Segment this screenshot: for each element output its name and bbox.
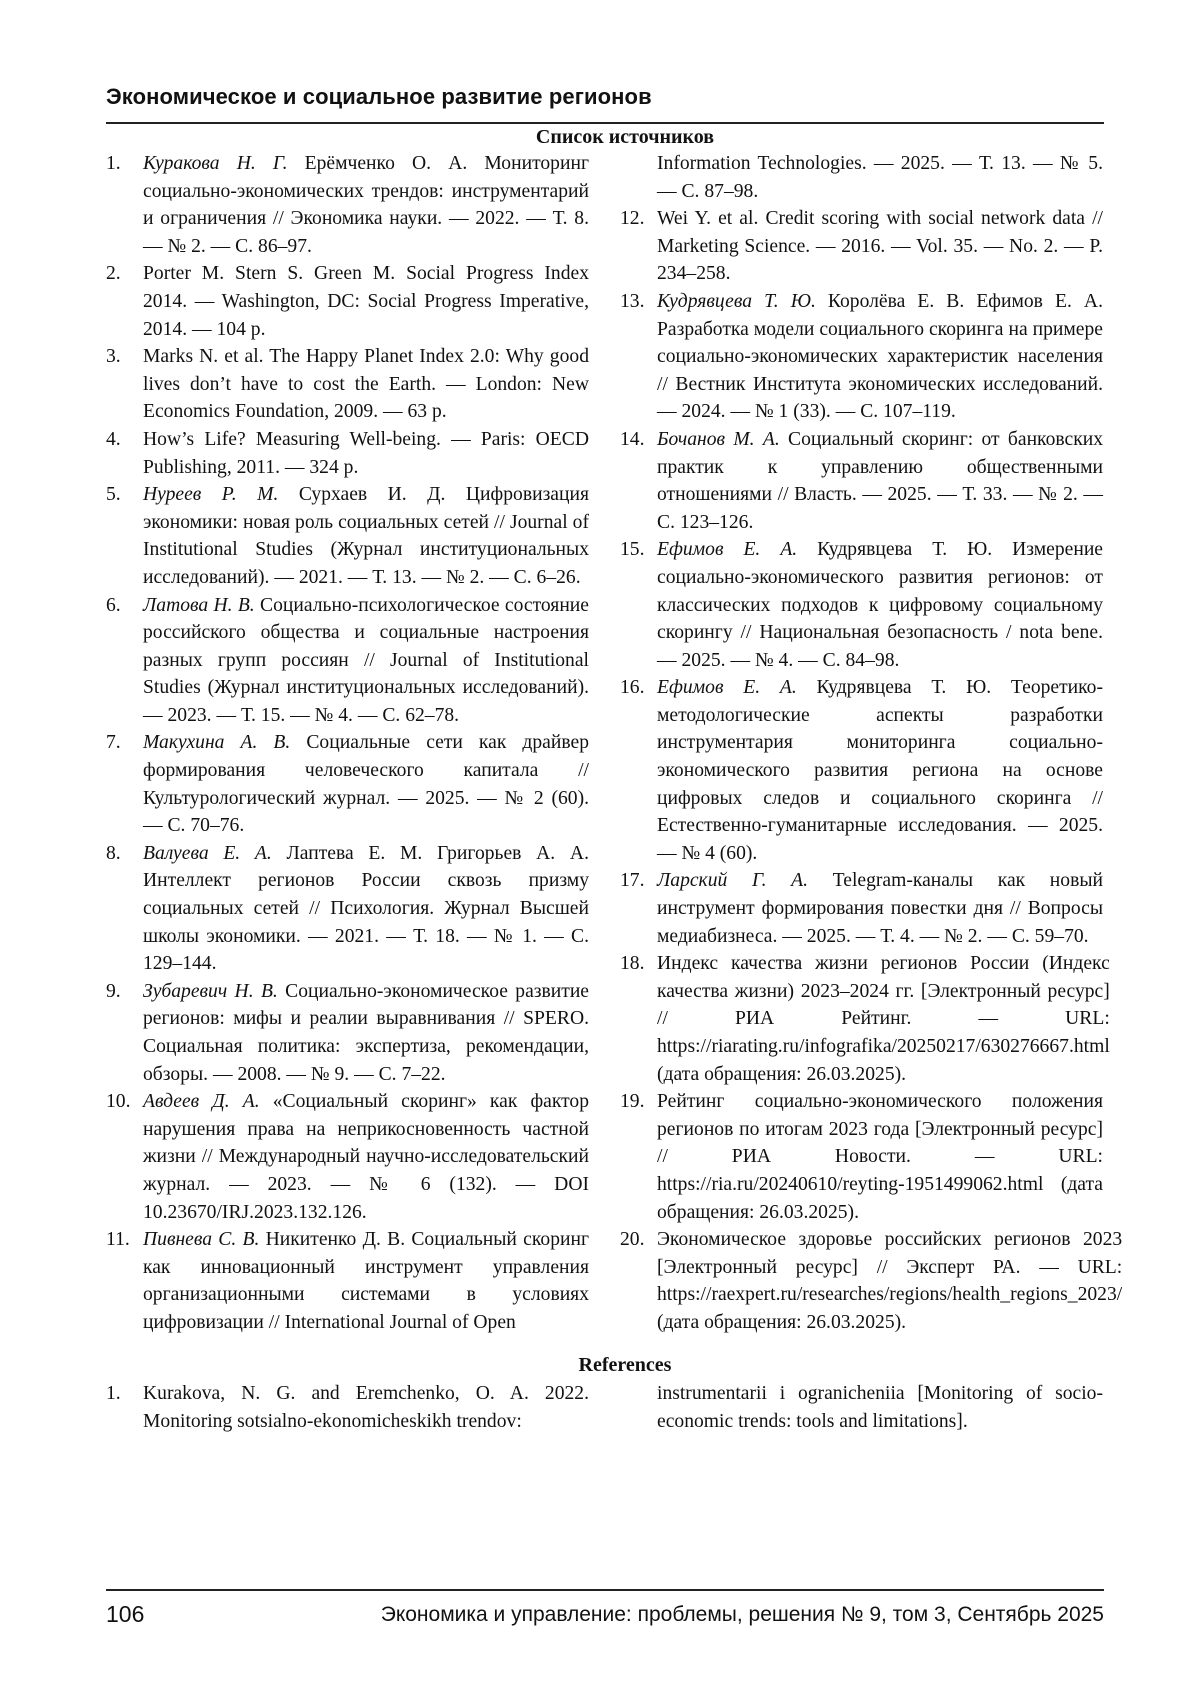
reference-number: 16. [620,677,645,699]
reference-item [620,1226,1123,1336]
reference-author: Куракова Н. Г. [143,153,288,174]
reference-body: Индекс качества жизни регионов России (Индекс качества жизни) 2023–2024 гг. [Электронный ресурс] // РИА Рейтинг. — URL: https://riarating.ru/infografika/20250217/630276667.html (дата обращения: 26.03.2025). [657,953,1110,1085]
reference-body: Сурхаев И. Д. Цифровизация экономики: новая роль социальных сетей // Journal of Institutional Studies (Журнал институциональных исследований). — 2021. — Т. 13. — № 2. — С. 6–26. [143,484,589,588]
page-number: 106 [106,1601,145,1627]
reference-item [620,1088,1103,1226]
reference-number: 2. [106,263,121,285]
reference-text [143,978,589,1088]
journal-title: Экономика и управление: проблемы, решения № 9, том 3, Сентябрь 2025 [380,1603,1104,1626]
reference-item [106,978,589,1088]
reference-item [106,729,589,839]
reference-number: 15. [620,539,645,561]
reference-body: Социальные сети как драйвер формирования человеческого капитала // Культурологический журнал. — 2025. — № 2 (60). — С. 70–76. [143,732,589,837]
reference-body: Marks N. et al. The Happy Planet Index 2.0: Why good lives don’t have to cost the Earth. — London: New Economics Foundation, 2009. — 63 p. [143,346,589,423]
reference-body: Wei Y. et al. Credit scoring with social network data // Marketing Science. — 2016. — Vol. 35. — No. 2. — P. 234–258. [657,208,1103,285]
reference-item [620,536,1103,674]
reference-item [106,840,589,978]
reference-body: Porter M. Stern S. Green M. Social Progress Index 2014. — Washington, DC: Social Progress Imperative, 2014. — 104 p. [143,263,589,340]
reference-continuation [620,150,1103,205]
reference-body: How’s Life? Measuring Well-being. — Paris: OECD Publishing, 2011. — 324 p. [143,428,589,478]
reference-number: 12. [620,208,645,230]
reference-body: Лаптева Е. М. Григорьев А. А. Интеллект регионов России сквозь призму социальных сетей // Психология. Журнал Высшей школы экономики. — 2021. — Т. 18. — № 1. — С. 129–144. [143,842,589,975]
reference-author: Нуреев Р. М. [143,484,279,506]
references-left-column [106,1380,589,1435]
references-heading: References [578,1354,672,1376]
reference-text [657,288,1103,426]
reference-text [657,1226,1122,1336]
reference-body: Королёва Е. В. Ефимов Е. А. Разработка модели социального скоринга на примере социально-экономических характеристик населения // Вестник Института экономических исследований. — 2024. — № 1 (33). — С. 107–119. [657,290,1103,423]
reference-text [143,1088,589,1226]
reference-body: Кудрявцева Т. Ю. Теоретико-методологические аспекты разработки инструментария мониторинга социально-экономического развития региона на основе цифровых следов и социального скоринга // Естественно-гуманитарные исследования. — 2025. — № 4 (60). [657,677,1104,864]
reference-text [143,150,589,260]
reference-item [620,205,1103,288]
sources-heading: Список источников [535,126,715,148]
reference-item [620,674,1103,867]
reference-item [106,343,589,426]
reference-text [657,205,1103,288]
reference-item [106,592,589,730]
reference-number: 20. [620,1229,645,1251]
reference-author: Бочанов М. А. [657,428,780,450]
reference-number: 8. [106,842,121,864]
reference-item [106,481,589,591]
header-rule [106,122,1104,124]
reference-item [620,950,1110,1088]
reference-author: Кудрявцева Т. Ю. [657,290,816,312]
reference-item [106,260,589,343]
reference-text [143,426,589,481]
running-header-title: Экономическое и социальное развитие регионов [106,84,652,109]
reference-body: Ерёмченко О. А. Мониторинг социально-экономических трендов: инструментарий и ограничения // Экономика науки. — 2022. — Т. 8. — № 2. — С. 86–97. [143,153,589,257]
reference-number: 10. [106,1091,131,1113]
reference-text [143,729,589,839]
reference-text [143,592,589,730]
sources-left-column [106,150,589,1337]
reference-number: 1. [106,1383,121,1404]
reference-author: Зубаревич Н. В. [143,980,278,1002]
reference-author: Пивнева С. В. [143,1229,260,1251]
reference-number: 13. [620,290,645,312]
reference-number: 4. [106,428,121,450]
reference-text [143,260,589,343]
reference-item [106,150,589,260]
reference-body: Социально-психологическое состояние российского общества и социальные настроения разных групп россиян // Journal of Institutional Studies (Журнал институциональных исследований). — 2023. — Т. 15. — № 4. — С. 62–78. [143,594,589,726]
reference-item [620,867,1103,950]
reference-number: 19. [620,1091,645,1113]
reference-body: Социальный скоринг: от банковских практик к управлению общественными отношениями // Власть. — 2025. — Т. 33. — № 2. — С. 123–126. [657,428,1104,533]
reference-author: Макухина А. В. [143,732,291,754]
reference-number: 18. [620,953,645,975]
reference-author: Ефимов Е. А. [657,539,798,561]
reference-text [143,481,589,591]
reference-text [657,950,1110,1088]
reference-body: Telegram-каналы как новый инструмент формирования повестки дня // Вопросы медиабизнеса. — 2025. — Т. 4. — № 2. — С. 59–70. [657,870,1103,947]
reference-number: 9. [106,980,121,1002]
reference-text: Kurakova, N. G. and Eremchenko, O. A. 2022. Monitoring sotsialno-ekonomicheskikh trendov: [143,1383,589,1432]
reference-body: Экономическое здоровье российских регионов 2023 [Электронный ресурс] // Эксперт РА. — URL: https://raexpert.ru/researches/regions/health_regions_2023/ (дата обращения: 26.03.2025). [657,1229,1123,1333]
reference-author: Латова Н. В. [143,594,255,616]
reference-item [106,1226,589,1336]
reference-text [143,840,589,978]
reference-item [620,426,1103,536]
reference-number: 7. [106,732,121,754]
reference-text [657,1088,1103,1226]
references-right-column [620,1380,1103,1435]
reference-text [657,536,1103,674]
reference-text [657,867,1103,950]
reference-item [106,1088,589,1226]
footer-rule [106,1589,1104,1591]
reference-author: Валуева Е. А. [143,842,272,864]
reference-number: 6. [106,594,121,616]
reference-number: 5. [106,484,121,506]
reference-continuation [620,1380,1103,1435]
reference-number: 11. [106,1229,130,1251]
sources-right-column [620,150,1123,1337]
reference-item [620,288,1103,426]
reference-number: 3. [106,346,121,368]
reference-number: 17. [620,870,645,892]
reference-body: Социально-экономическое развитие регионов: мифы и реалии выравнивания // SPERO. Социальная политика: экспертиза, рекомендации, обзоры. — 2008. — № 9. — С. 7–22. [143,980,589,1085]
reference-body: Рейтинг социально-экономического положения регионов по итогам 2023 года [Электронный ресурс] // РИА Новости. — URL: https://ria.ru/20240610/reyting-1951499062.html (дата обращения: 26.03.2025). [657,1091,1103,1223]
reference-body: Никитенко Д. В. Социальный скоринг как инновационный инструмент управления организационными системами в условиях цифровизации // International Journal of Open [143,1229,589,1333]
reference-author: Ларский Г. А. [657,870,809,892]
reference-text [143,1226,589,1336]
reference-item [106,1380,589,1435]
reference-item [106,426,589,481]
reference-number: 14. [620,428,645,450]
reference-author: Авдеев Д. А. [143,1091,260,1113]
reference-text: instrumentarii i ogranicheniia [Monitoring of socio-economic trends: tools and limitations]. [657,1383,1103,1432]
reference-text [657,674,1103,867]
reference-body: Кудрявцева Т. Ю. Измерение социально-экономического развития регионов: от классических подходов к цифровому социальному скорингу // Национальная безопасность / nota bene. — 2025. — № 4. — С. 84–98. [657,539,1103,671]
reference-body: «Социальный скоринг» как фактор нарушения права на неприкосновенность частной жизни // Международный научно-исследовательский журнал. — 2023. — № 6 (132). — DOI 10.23670/IRJ.2023.132.126. [143,1091,589,1223]
reference-text [143,343,589,426]
reference-author: Ефимов Е. А. [657,677,797,699]
reference-text: Information Technologies. — 2025. — Т. 13. — № 5. — С. 87–98. [657,153,1103,202]
reference-number: 1. [106,153,121,174]
reference-text [657,426,1103,536]
